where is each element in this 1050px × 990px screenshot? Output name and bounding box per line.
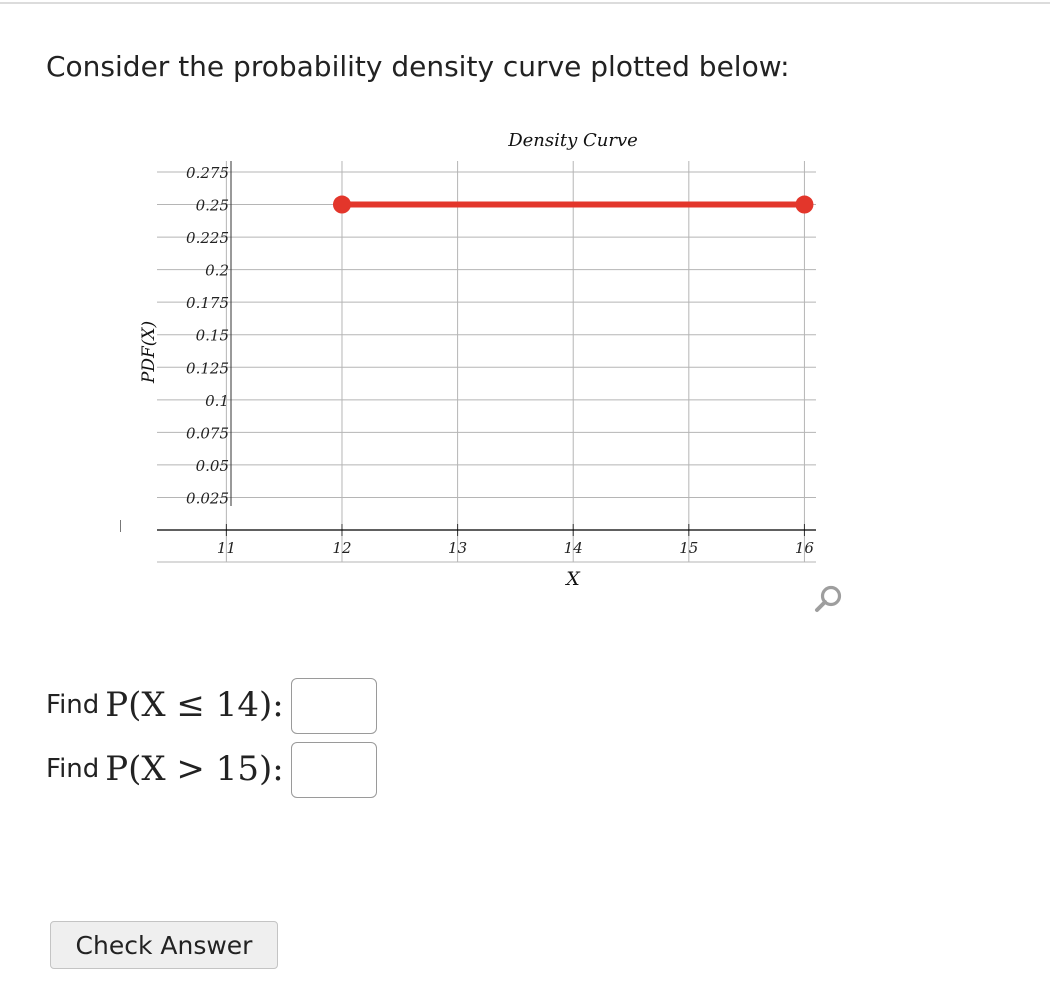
part-1-label: Find [46, 690, 100, 720]
y-tick-label: 0.05 [195, 456, 229, 475]
part-2-expression: P(X > 15): [105, 749, 284, 789]
part-1-answer-input[interactable] [291, 678, 377, 734]
check-answer-button[interactable]: Check Answer [50, 921, 278, 969]
magnifier-icon[interactable] [812, 582, 846, 616]
y-tick-label: 0.025 [186, 489, 229, 508]
x-tick-label: 12 [332, 539, 352, 557]
y-tick-label: 0.125 [186, 359, 229, 378]
y-tick-label: 0.225 [186, 229, 229, 248]
y-tick-label: 0.275 [186, 164, 229, 182]
tick-labels [186, 164, 814, 557]
y-axis-label: PDF(X) [139, 320, 159, 384]
part-1-row [46, 676, 284, 734]
x-axis-label: X [566, 568, 580, 590]
x-tick-label: 15 [679, 539, 699, 557]
x-tick-label: 14 [563, 539, 583, 557]
y-tick-label: 0.2 [205, 261, 229, 280]
chart-title: Density Curve [508, 130, 638, 151]
part-2-answer-input[interactable] [291, 742, 377, 798]
y-tick-label: 0.075 [186, 424, 229, 443]
y-tick-label: 0.25 [195, 196, 229, 215]
part-1-expression: P(X ≤ 14): [105, 685, 284, 725]
x-tick-label: 11 [216, 539, 236, 557]
y-tick-label: 0.1 [205, 391, 229, 410]
part-2-row [46, 740, 284, 798]
x-tick-label: 16 [794, 539, 814, 557]
x-tick-label: 13 [448, 539, 468, 557]
grid-lines [157, 161, 816, 562]
density-endpoint-marker [795, 196, 813, 214]
y-tick-label: 0.15 [195, 326, 229, 345]
y-tick-label: 0.175 [186, 294, 229, 313]
density-endpoint-marker [333, 196, 351, 214]
question-intro: Consider the probability density curve plotted below: [46, 50, 790, 83]
part-2-label: Find [46, 754, 100, 784]
